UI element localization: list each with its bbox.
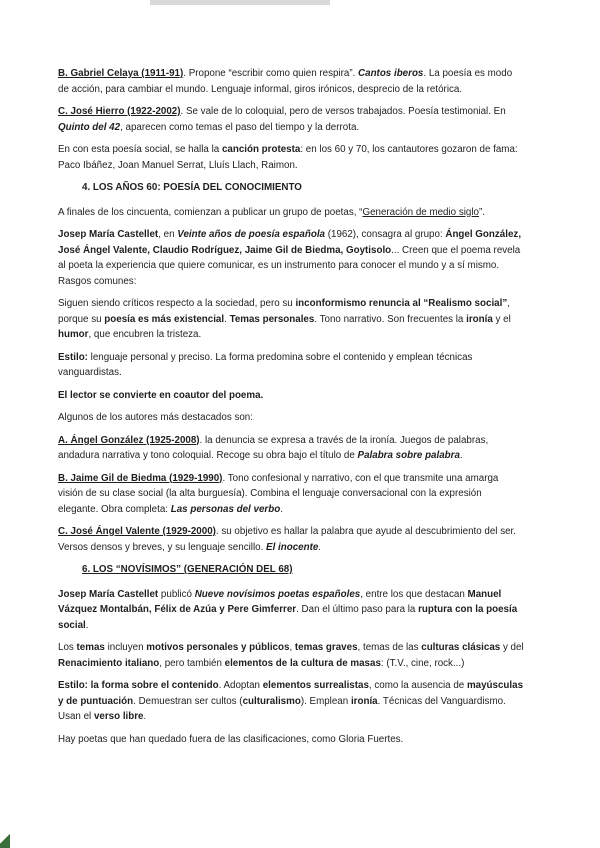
author-heading-celaya: B. Gabriel Celaya (1911-91) <box>58 68 184 79</box>
author-heading-gil-de-biedma: B. Jaime Gil de Biedma (1929-1990) <box>58 472 223 484</box>
text-run: ”. <box>479 206 485 218</box>
text-run: . <box>459 450 463 461</box>
bold-term: ruptura con la poesía social <box>58 604 518 631</box>
text-run: . <box>280 503 283 515</box>
bold-term: poesía es más existencial <box>104 313 225 325</box>
work-title: Las personas del verbo <box>170 503 281 515</box>
work-title: Nueve novísimos poetas españoles <box>194 588 361 600</box>
text-run: , pero también <box>159 657 225 669</box>
paragraph-temas <box>58 640 524 671</box>
work-title-quinto-del-42: Quinto del 42 <box>58 121 121 133</box>
paragraph-valente <box>58 524 524 555</box>
text-run: . la denuncia se expresa a través de la ironía. Juegos de palabras, andadura narrativa y tono coloquial. Recoge su obra bajo el título de <box>58 434 489 461</box>
bold-term: mayúsculas y de puntuación <box>58 680 524 707</box>
text-run: . Técnicas del Vanguardismo. Usan el <box>58 695 506 722</box>
paragraph-angel-gonzalez <box>58 433 524 464</box>
text-run: : (T.V., cine, rock...) <box>380 657 465 669</box>
work-title: El inocente <box>266 541 319 553</box>
text-run: , que encubren la tristeza. <box>88 329 202 340</box>
text-run: incluyen <box>104 642 147 653</box>
bold-term: Josep María Castellet <box>58 229 159 240</box>
text-run: (1962), consagra al grupo: <box>325 229 446 240</box>
document-body <box>58 66 524 754</box>
text-run: , entre los que destacan <box>360 588 468 600</box>
text-run: . Tono confesional y narrativo, con el que transmite una amarga visión de su clase social (la alta burguesía). Combina el lenguaje conversacional con la expresión elegante. Obra completa: <box>58 472 499 515</box>
text-run: , como la ausencia de <box>368 680 467 691</box>
text-run: . <box>318 541 322 553</box>
bold-term: temas <box>76 642 105 653</box>
bold-term: culturas clásicas <box>421 642 501 653</box>
paragraph-lector-coautor: El lector se convierte en coautor del poema. <box>58 389 264 401</box>
text-run: publicó <box>158 588 195 600</box>
text-run: . Se vale de lo coloquial, pero de versos trabajados. Poesía testimonial. En <box>180 106 506 117</box>
text-run: Siguen siendo críticos respecto a la sociedad, pero su <box>58 298 296 309</box>
paragraph-rasgos <box>58 296 524 343</box>
text-run: En con esta poesía social, se halla la <box>58 144 222 155</box>
paragraph-gloria-fuertes: Hay poetas que han quedado fuera de las clasificaciones, como Gloria Fuertes. <box>58 733 404 745</box>
text-run: . <box>143 711 147 722</box>
paragraph-generacion-medio-siglo <box>58 205 524 221</box>
author-heading-angel-gonzalez: A. Ángel González (1925-2008) <box>58 434 200 446</box>
text-run: . La poesía es modo de acción, para cambiar el mundo. Lenguaje informal, giros irónicos, desprecio de la retórica. <box>58 68 513 95</box>
bold-term: verso libre <box>93 711 144 722</box>
text-run: , en <box>158 229 178 240</box>
bold-term: Estilo: la forma sobre el contenido <box>58 680 219 691</box>
text-run: , <box>289 642 295 653</box>
text-run: y del <box>500 642 524 653</box>
text-run: , porque su <box>58 298 510 325</box>
text-run: . su objetivo es hallar la palabra que ayude al descubrimiento del ser. Versos densos y breves, y su lenguaje sencillo. <box>58 526 516 553</box>
bold-term: ironía <box>350 695 378 707</box>
text-run: y el <box>492 313 511 325</box>
text-run: , temas de las <box>357 642 422 653</box>
text-run: . Tono narrativo. Son frecuentes la <box>314 313 467 325</box>
text-run: A finales de los cincuenta, comienzan a publicar un grupo de poetas, “ <box>58 206 363 218</box>
section-heading-6: 6. LOS “NOVÍSIMOS” (GENERACIÓN DEL 68) <box>82 564 293 575</box>
text-run: Los <box>58 642 77 653</box>
text-run: . Demuestran ser cultos ( <box>133 695 243 707</box>
bold-term: Josep María Castellet <box>58 588 159 600</box>
bold-term: Renacimiento italiano <box>58 657 160 669</box>
text-run: . Propone “escribir como quien respira”. <box>183 68 359 79</box>
paragraph-estilo-novisimos <box>58 678 524 725</box>
text-run: lenguaje personal y preciso. La forma predomina sobre el contenido y emplean técnicas vanguardistas. <box>58 351 473 378</box>
text-run: . Adoptan <box>218 680 263 691</box>
text-run: ). Emplean <box>300 695 351 707</box>
bold-term: temas graves <box>294 642 358 653</box>
bold-term: motivos personales y públicos <box>146 642 290 653</box>
author-heading-hierro: C. José Hierro (1922-2002) <box>58 106 181 117</box>
text-run: : en los 60 y 70, los cantautores gozaron de fama: Paco Ibáñez, Joan Manuel Serrat, Lluís Llach, Raimon. <box>58 144 518 171</box>
text-run: ... Creen que el poema revela al poeta la experiencia que quiere comunicar, es un instrumento para conocer el mundo y a sí mismo. Rasgos comunes: <box>58 244 521 287</box>
paragraph-castellet-1962 <box>58 227 524 289</box>
bold-term: canción protesta <box>221 144 301 155</box>
author-heading-valente: C. José Ángel Valente (1929-2000) <box>58 526 216 537</box>
section-heading-4: 4. LOS AÑOS 60: POESÍA DEL CONOCIMIENTO <box>82 182 302 193</box>
work-title-cantos-iberos: Cantos iberos <box>358 68 424 79</box>
work-title: Veinte años de poesía española <box>177 229 326 240</box>
text-run: . Dan el último paso para la <box>296 604 419 615</box>
paragraph-cancion-protesta <box>58 142 524 173</box>
bold-term: elementos de la cultura de masas <box>224 657 381 669</box>
bold-term: Manuel Vázquez Montalbán, Félix de Azúa y Pere Gimferrer <box>58 588 502 615</box>
text-run: , aparecen como temas el paso del tiempo y la derrota. <box>120 121 360 133</box>
text-run: . <box>224 313 230 325</box>
bold-term: culturalismo <box>242 695 301 707</box>
paragraph-celaya <box>58 66 524 97</box>
paragraph-estilo <box>58 350 524 381</box>
bold-term: humor <box>58 329 89 340</box>
scan-corner-mark <box>0 830 10 848</box>
paragraph-gil-de-biedma <box>58 471 524 518</box>
paragraph-hierro <box>58 104 524 135</box>
paragraph-autores-intro: Algunos de los autores más destacados son: <box>58 412 253 423</box>
bold-term: Temas personales <box>229 313 315 325</box>
scan-top-mark <box>150 0 330 5</box>
bold-term: Estilo: <box>58 351 88 363</box>
bold-term: inconformismo renuncia al “Realismo social” <box>295 298 508 309</box>
bold-term: ironía <box>466 313 493 325</box>
work-title: Palabra sobre palabra <box>357 450 460 461</box>
bold-term: Ángel González, José Ángel Valente, Claudio Rodríguez, Jaime Gil de Biedma, Goytisolo <box>58 229 522 256</box>
bold-term: elementos surrealistas <box>262 680 369 691</box>
paragraph-novisimos <box>58 587 524 634</box>
text-run: . <box>85 619 89 631</box>
underlined-term: Generación de medio siglo <box>362 206 479 218</box>
